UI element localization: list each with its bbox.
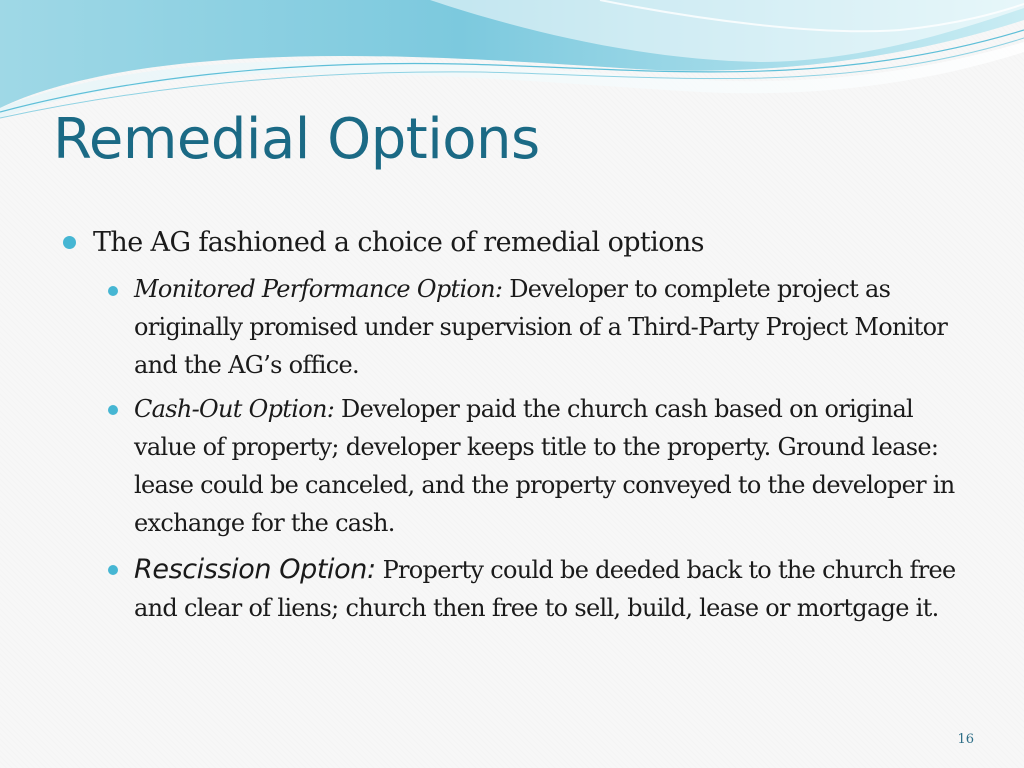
page-number: 16 [957,732,974,747]
sub-bullet-rescission [134,551,974,627]
sub-bullet-label: Rescission Option: [134,554,376,585]
sub-bullet-cash-out [134,390,974,542]
bullet-icon [63,236,76,249]
slide-title: Remedial Options [53,107,540,172]
main-bullet: The AG fashioned a choice of remedial options [93,227,704,258]
sub-bullet-text: Developer paid the church cash based on original value of property; developer keeps title to the property. Ground lease: lease could be canceled, and the property conveyed to the developer in exchange for the cash. [134,395,955,537]
sub-bullet-text: Property could be deeded back to the church free and clear of liens; church then free to sell, build, lease or mortgage it. [134,556,956,622]
sub-bullet-label: Monitored Performance Option: [134,275,503,303]
bullet-icon [108,286,118,296]
sub-bullet-label: Cash-Out Option: [134,395,335,423]
sub-bullet-monitored-performance [134,270,974,384]
sub-bullet-text: Developer to complete project as originally promised under supervision of a Third-Party Project Monitor and the AG’s office. [134,275,948,379]
bullet-icon [108,405,118,415]
bullet-icon [108,565,118,575]
